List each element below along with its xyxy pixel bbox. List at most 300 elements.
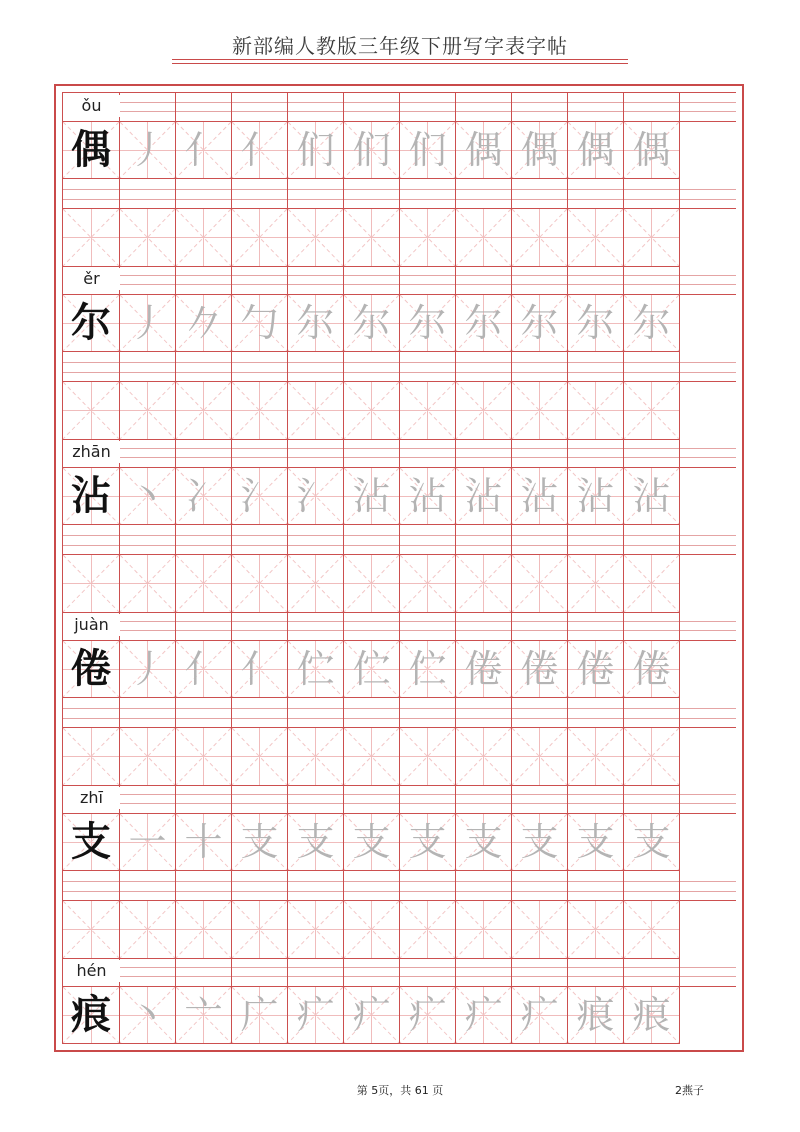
stroke-step-cell — [120, 987, 176, 1044]
pinyin-label: ěr — [63, 268, 120, 290]
stroke-step: 十 — [184, 820, 223, 864]
stroke-order-row — [63, 814, 736, 871]
blank-practice-cell[interactable] — [456, 209, 512, 267]
guide-cell — [344, 871, 400, 900]
stroke-step: 尔 — [520, 301, 559, 345]
pinyin-cell — [232, 93, 288, 121]
stroke-step-cell — [288, 295, 344, 352]
blank-practice-cell[interactable] — [176, 901, 232, 959]
blank-practice-cell[interactable] — [176, 382, 232, 440]
blank-practice-cell[interactable] — [512, 555, 568, 613]
blank-practice-cell[interactable] — [512, 382, 568, 440]
guide-cell — [456, 871, 512, 900]
stroke-step-cell — [288, 122, 344, 179]
pinyin-cell — [176, 612, 232, 640]
stroke-step-cell — [176, 122, 232, 179]
stroke-step: 疒 — [464, 993, 503, 1037]
stroke-step-cell — [288, 987, 344, 1044]
stroke-step-cell — [568, 987, 624, 1044]
guide-cell — [232, 871, 288, 900]
blank-practice-row — [63, 728, 736, 786]
character-block — [63, 439, 736, 612]
pinyin-cell — [120, 958, 176, 986]
stroke-step-cell — [512, 987, 568, 1044]
blank-practice-cell[interactable] — [456, 382, 512, 440]
pinyin-cell — [344, 439, 400, 467]
stroke-step-cell — [512, 122, 568, 179]
stroke-step: 们 — [296, 128, 335, 172]
stroke-step-cell — [400, 814, 456, 871]
stroke-step: 们 — [408, 128, 447, 172]
guide-cell — [63, 525, 120, 554]
stroke-step: 偶 — [464, 128, 503, 172]
stroke-order-row — [63, 987, 736, 1044]
stroke-step: 丶 — [128, 474, 167, 518]
pinyin-cell — [456, 612, 512, 640]
pinyin-cell — [400, 785, 456, 813]
blank-practice-cell[interactable] — [624, 209, 680, 267]
stroke-order-row — [63, 295, 736, 352]
stroke-step: 亻 — [184, 647, 223, 691]
stroke-step: 一 — [128, 820, 167, 864]
blank-practice-cell[interactable] — [400, 555, 456, 613]
pinyin-cell — [400, 958, 456, 986]
blank-practice-row — [63, 901, 736, 959]
blank-practice-cell[interactable] — [512, 209, 568, 267]
guide-cell — [456, 698, 512, 727]
stroke-step: 冫 — [184, 474, 223, 518]
stroke-step: 支 — [240, 820, 279, 864]
guide-cell — [120, 179, 176, 208]
blank-practice-cell[interactable] — [232, 382, 288, 440]
stroke-step: 丶 — [128, 993, 167, 1037]
guide-cell — [176, 525, 232, 554]
stroke-step: 沾 — [464, 474, 503, 518]
stroke-step: 丿 — [128, 128, 167, 172]
stroke-step-cell — [176, 295, 232, 352]
guide-cell — [568, 179, 624, 208]
stroke-step: 支 — [576, 820, 615, 864]
blank-practice-cell[interactable] — [400, 728, 456, 786]
stroke-step-cell — [120, 295, 176, 352]
guide-cell — [400, 352, 456, 381]
author-label: 2燕子 — [675, 1084, 704, 1097]
worksheet-title: 新部编人教版三年级下册写字表字帖 — [232, 34, 568, 58]
guide-cell — [456, 525, 512, 554]
stroke-step: 偶 — [520, 128, 559, 172]
stroke-step: 沾 — [576, 474, 615, 518]
stroke-step-cell — [624, 814, 680, 871]
pinyin-cell — [232, 439, 288, 467]
guide-cell — [288, 525, 344, 554]
blank-practice-cell[interactable] — [288, 209, 344, 267]
model-character: 支 — [71, 819, 111, 865]
blank-practice-cell[interactable] — [63, 555, 120, 613]
stroke-step: 倦 — [632, 647, 671, 691]
guide-cell — [63, 871, 120, 900]
stroke-step-cell — [512, 814, 568, 871]
stroke-step: 偶 — [632, 128, 671, 172]
blank-practice-cell[interactable] — [568, 382, 624, 440]
pinyin-cell — [624, 612, 680, 640]
stroke-step: 疒 — [408, 993, 447, 1037]
stroke-step-cell — [624, 641, 680, 698]
guide-cell — [400, 871, 456, 900]
guide-cell — [288, 698, 344, 727]
pinyin-cell — [568, 93, 624, 121]
blank-practice-cell[interactable] — [400, 901, 456, 959]
stroke-step-cell — [120, 122, 176, 179]
pinyin-cell — [456, 93, 512, 121]
pinyin-cell — [456, 785, 512, 813]
stroke-step: 伫 — [296, 647, 335, 691]
guide-cell — [344, 179, 400, 208]
pinyin-cell — [288, 266, 344, 294]
blank-practice-cell[interactable] — [512, 728, 568, 786]
title-underline — [172, 59, 628, 60]
pinyin-cell — [120, 439, 176, 467]
model-character: 痕 — [71, 992, 111, 1038]
pinyin-cell — [344, 266, 400, 294]
pinyin-cell — [400, 266, 456, 294]
guide-cell — [120, 871, 176, 900]
character-block — [63, 785, 736, 958]
pinyin-cell — [568, 439, 624, 467]
guide-cell — [400, 698, 456, 727]
guide-cell — [63, 352, 120, 381]
blank-practice-cell[interactable] — [120, 901, 176, 959]
pinyin-cell — [344, 612, 400, 640]
stroke-step-cell — [232, 987, 288, 1044]
guide-cell — [568, 871, 624, 900]
blank-practice-cell[interactable] — [120, 728, 176, 786]
stroke-step: 丿 — [128, 301, 167, 345]
blank-practice-cell[interactable] — [176, 209, 232, 267]
stroke-step-cell — [624, 122, 680, 179]
guide-cell — [63, 179, 120, 208]
pinyin-label: zhī — [63, 787, 120, 809]
stroke-step: 尔 — [296, 301, 335, 345]
blank-practice-cell[interactable] — [456, 555, 512, 613]
pinyin-cell — [288, 958, 344, 986]
guide-cell — [624, 698, 680, 727]
stroke-step-cell — [456, 468, 512, 525]
blank-practice-cell[interactable] — [568, 728, 624, 786]
stroke-step-cell — [344, 468, 400, 525]
stroke-order-row — [63, 641, 736, 698]
blank-practice-row — [63, 382, 736, 440]
stroke-step: 广 — [240, 993, 279, 1037]
stroke-step-cell — [288, 641, 344, 698]
stroke-step-cell — [400, 122, 456, 179]
stroke-step-cell — [344, 641, 400, 698]
stroke-order-row — [63, 468, 736, 525]
pinyin-cell — [512, 266, 568, 294]
stroke-step: 丿 — [128, 647, 167, 691]
guide-lines-row — [63, 352, 736, 382]
stroke-step-cell — [400, 468, 456, 525]
stroke-step-cell — [568, 814, 624, 871]
model-character-cell — [63, 122, 120, 179]
pinyin-cell — [624, 785, 680, 813]
pinyin-row — [63, 439, 736, 468]
pinyin-cell — [176, 93, 232, 121]
stroke-step: 氵 — [296, 474, 335, 518]
blank-practice-cell[interactable] — [63, 728, 120, 786]
character-block — [63, 93, 736, 266]
blank-practice-cell[interactable] — [512, 901, 568, 959]
blank-practice-cell[interactable] — [624, 382, 680, 440]
guide-cell — [344, 525, 400, 554]
guide-cell — [232, 525, 288, 554]
blank-practice-cell[interactable] — [344, 728, 400, 786]
model-character: 倦 — [71, 646, 111, 692]
stroke-step-cell — [120, 468, 176, 525]
stroke-step-cell — [624, 987, 680, 1044]
practice-grid — [62, 92, 736, 1044]
stroke-step-cell — [400, 987, 456, 1044]
guide-cell — [624, 871, 680, 900]
pinyin-cell — [232, 958, 288, 986]
stroke-step-cell — [400, 641, 456, 698]
pinyin-row — [63, 266, 736, 295]
blank-practice-cell[interactable] — [344, 382, 400, 440]
guide-cell — [512, 352, 568, 381]
stroke-step-cell — [288, 814, 344, 871]
blank-practice-row — [63, 209, 736, 267]
guide-cell — [512, 525, 568, 554]
blank-practice-cell[interactable] — [63, 382, 120, 440]
guide-cell — [120, 698, 176, 727]
pinyin-cell — [176, 266, 232, 294]
pinyin-row — [63, 785, 736, 814]
title-underline-second — [172, 63, 628, 64]
guide-cell — [624, 179, 680, 208]
model-character-cell — [63, 641, 120, 698]
pinyin-label: ǒu — [63, 95, 120, 117]
guide-cell — [456, 352, 512, 381]
guide-cell — [456, 179, 512, 208]
guide-cell — [568, 352, 624, 381]
blank-practice-cell[interactable] — [568, 901, 624, 959]
blank-practice-cell[interactable] — [568, 555, 624, 613]
pinyin-cell — [400, 612, 456, 640]
guide-lines-row — [63, 179, 736, 209]
pinyin-cell — [288, 612, 344, 640]
model-character-cell — [63, 468, 120, 525]
stroke-step-cell — [624, 295, 680, 352]
blank-practice-cell[interactable] — [232, 209, 288, 267]
pinyin-cell — [568, 785, 624, 813]
stroke-step-cell — [568, 122, 624, 179]
guide-cell — [512, 698, 568, 727]
page-number: 第 5页，共 61 页 — [356, 1084, 444, 1097]
model-character-cell — [63, 814, 120, 871]
stroke-step-cell — [568, 295, 624, 352]
stroke-step-cell — [232, 641, 288, 698]
blank-practice-cell[interactable] — [176, 728, 232, 786]
guide-cell — [568, 698, 624, 727]
stroke-step: 倦 — [576, 647, 615, 691]
stroke-step-cell — [120, 641, 176, 698]
pinyin-cell — [120, 612, 176, 640]
guide-cell — [176, 352, 232, 381]
model-character-cell — [63, 295, 120, 352]
guide-cell — [512, 179, 568, 208]
stroke-step: 们 — [352, 128, 391, 172]
blank-practice-cell[interactable] — [63, 901, 120, 959]
blank-practice-cell[interactable] — [624, 728, 680, 786]
guide-cell — [400, 179, 456, 208]
pinyin-cell — [568, 612, 624, 640]
model-character: 尔 — [71, 300, 111, 346]
stroke-step-cell — [456, 987, 512, 1044]
pinyin-cell — [344, 93, 400, 121]
stroke-step: 尔 — [408, 301, 447, 345]
stroke-order-row — [63, 122, 736, 179]
stroke-step: 支 — [296, 820, 335, 864]
guide-cell — [624, 352, 680, 381]
blank-practice-cell[interactable] — [232, 555, 288, 613]
blank-practice-cell[interactable] — [624, 555, 680, 613]
blank-practice-cell[interactable] — [400, 209, 456, 267]
pinyin-cell — [176, 958, 232, 986]
pinyin-cell — [176, 439, 232, 467]
pinyin-cell — [512, 785, 568, 813]
blank-practice-cell[interactable] — [232, 901, 288, 959]
stroke-step: 亻 — [240, 647, 279, 691]
pinyin-cell — [456, 266, 512, 294]
stroke-step: 沾 — [520, 474, 559, 518]
pinyin-cell — [400, 439, 456, 467]
blank-practice-cell[interactable] — [120, 382, 176, 440]
model-character: 偶 — [71, 127, 111, 173]
pinyin-cell — [288, 785, 344, 813]
stroke-step-cell — [288, 468, 344, 525]
model-character-cell — [63, 987, 120, 1044]
stroke-step: 沾 — [408, 474, 447, 518]
pinyin-cell — [232, 612, 288, 640]
guide-cell — [232, 352, 288, 381]
stroke-step-cell — [512, 641, 568, 698]
blank-practice-cell[interactable] — [288, 555, 344, 613]
stroke-step-cell — [176, 987, 232, 1044]
stroke-step: 支 — [520, 820, 559, 864]
blank-practice-row — [63, 555, 736, 613]
blank-practice-cell[interactable] — [176, 555, 232, 613]
stroke-step: 勹 — [240, 301, 279, 345]
stroke-step-cell — [624, 468, 680, 525]
stroke-step-cell — [568, 641, 624, 698]
character-block — [63, 958, 736, 1131]
guide-lines-row — [63, 698, 736, 728]
blank-practice-cell[interactable] — [288, 382, 344, 440]
pinyin-cell — [120, 266, 176, 294]
stroke-step: 支 — [632, 820, 671, 864]
pinyin-row — [63, 958, 736, 987]
pinyin-cell — [288, 439, 344, 467]
stroke-step: 倦 — [464, 647, 503, 691]
stroke-step-cell — [176, 814, 232, 871]
stroke-step: 尔 — [352, 301, 391, 345]
guide-cell — [120, 525, 176, 554]
stroke-step-cell — [456, 814, 512, 871]
guide-cell — [288, 179, 344, 208]
stroke-step: 尔 — [576, 301, 615, 345]
stroke-step: 沾 — [352, 474, 391, 518]
pinyin-cell — [624, 93, 680, 121]
character-block — [63, 612, 736, 785]
stroke-step: 氵 — [240, 474, 279, 518]
pinyin-cell — [288, 93, 344, 121]
stroke-step-cell — [344, 814, 400, 871]
stroke-step-cell — [344, 122, 400, 179]
blank-practice-cell[interactable] — [63, 209, 120, 267]
pinyin-cell — [400, 93, 456, 121]
blank-practice-cell[interactable] — [288, 901, 344, 959]
blank-practice-cell[interactable] — [624, 901, 680, 959]
stroke-step: 支 — [464, 820, 503, 864]
stroke-step: 疒 — [296, 993, 335, 1037]
guide-cell — [176, 698, 232, 727]
pinyin-cell — [624, 439, 680, 467]
stroke-step-cell — [456, 295, 512, 352]
stroke-step-cell — [120, 814, 176, 871]
stroke-step-cell — [456, 122, 512, 179]
blank-practice-cell[interactable] — [400, 382, 456, 440]
pinyin-label: hén — [63, 960, 120, 982]
stroke-step: 伫 — [408, 647, 447, 691]
pinyin-cell — [344, 958, 400, 986]
stroke-step: 痕 — [632, 993, 671, 1037]
stroke-step-cell — [232, 122, 288, 179]
blank-practice-cell[interactable] — [344, 901, 400, 959]
pinyin-cell — [120, 785, 176, 813]
guide-cell — [512, 871, 568, 900]
guide-cell — [288, 352, 344, 381]
blank-practice-cell[interactable] — [344, 209, 400, 267]
blank-practice-cell[interactable] — [120, 555, 176, 613]
pinyin-row — [63, 93, 736, 122]
guide-cell — [568, 525, 624, 554]
blank-practice-cell[interactable] — [232, 728, 288, 786]
stroke-step-cell — [400, 295, 456, 352]
stroke-step-cell — [344, 295, 400, 352]
blank-practice-cell[interactable] — [568, 209, 624, 267]
blank-practice-cell[interactable] — [456, 901, 512, 959]
stroke-step: 疒 — [520, 993, 559, 1037]
stroke-step-cell — [512, 295, 568, 352]
stroke-step: 倦 — [520, 647, 559, 691]
blank-practice-cell[interactable] — [288, 728, 344, 786]
pinyin-cell — [568, 266, 624, 294]
guide-cell — [624, 525, 680, 554]
blank-practice-cell[interactable] — [456, 728, 512, 786]
stroke-step-cell — [568, 468, 624, 525]
pinyin-cell — [512, 612, 568, 640]
stroke-step: 伫 — [352, 647, 391, 691]
guide-cell — [344, 352, 400, 381]
guide-cell — [288, 871, 344, 900]
blank-practice-cell[interactable] — [120, 209, 176, 267]
stroke-step-cell — [232, 295, 288, 352]
stroke-step: 尔 — [464, 301, 503, 345]
stroke-step-cell — [512, 468, 568, 525]
pinyin-label: juàn — [63, 614, 120, 636]
pinyin-cell — [232, 266, 288, 294]
stroke-step: 亠 — [184, 993, 223, 1037]
blank-practice-cell[interactable] — [344, 555, 400, 613]
